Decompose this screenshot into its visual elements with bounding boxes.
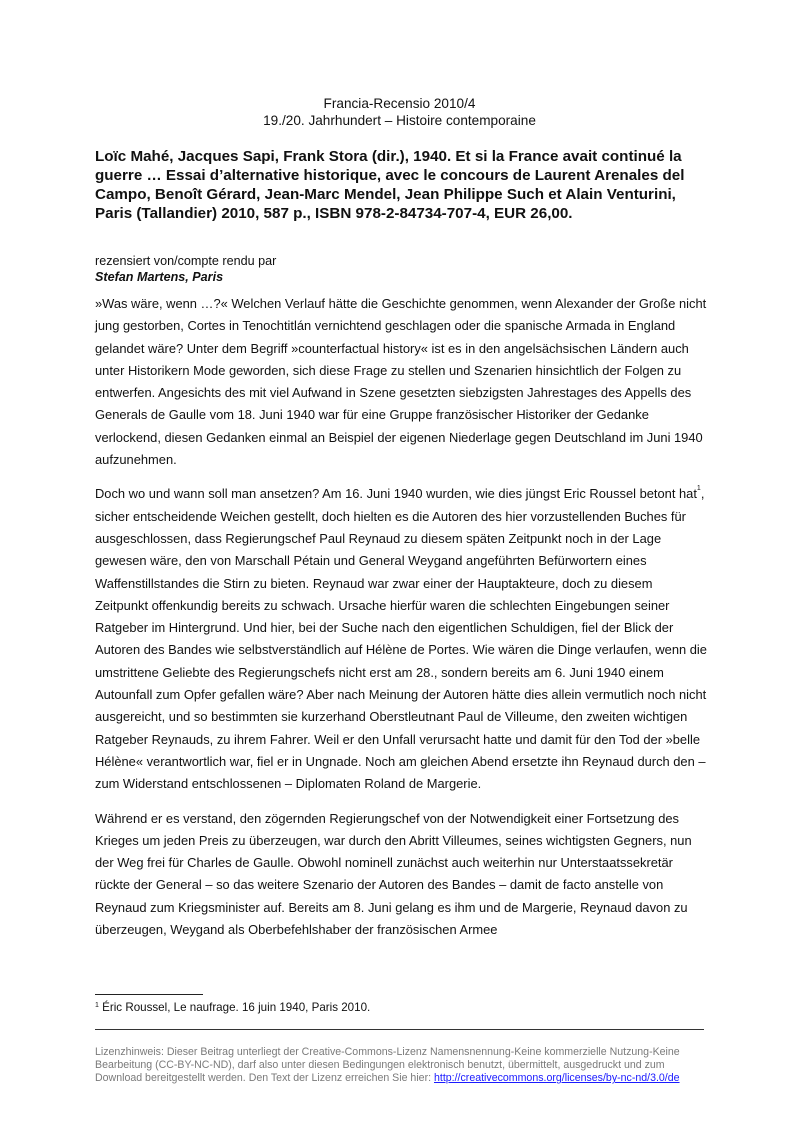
license-notice [95,1046,707,1085]
page-header [95,95,704,129]
review-body [95,293,707,953]
journal-issue: Francia-Recensio 2010/4 [323,96,476,111]
footnote-reference[interactable]: 1 [696,485,701,493]
reviewer-block [95,253,276,285]
license-text: Lizenzhinweis: Dieser Beitrag unterliegt der Creative-Commons-Lizenz Namensnennung-Keine kommerzielle Nutzung-Keine Bearbeitung (CC-BY-NC-ND), darf also unter diesen Bedingungen elektronisch benutzt, übermittelt, ausgedruckt und zum Download bereitgestellt werden. Den Text der Lizenz erreichen Sie hier: [95,1046,680,1084]
paragraph-text: Doch wo und wann soll man ansetzen? Am 16. Juni 1940 wurden, wie dies jüngst Eric Roussel betont hat [95,486,697,502]
footnote [95,1000,370,1015]
footnote-text: Éric Roussel, Le naufrage. 16 juin 1940, Paris 2010. [98,1001,371,1014]
license-link[interactable]: http://creativecommons.org/licenses/by-nc-nd/3.0/de [434,1072,680,1084]
footnote-divider [95,994,203,995]
reviewer-label: rezensiert von/compte rendu par [95,254,277,268]
section-heading: 19./20. Jahrhundert – Histoire contemporaine [263,113,536,128]
paragraph: Während er es verstand, den zögernden Regierungschef von der Notwendigkeit einer Fortsetzung des Krieges um jeden Preis zu überzeugen, war durch den Abritt Villeumes, seines wichtigsten Gegners, nun der Weg frei für Charles de Gaulle. Obwohl nominell zunächst auch weiterhin nur Unterstaatssekretär rückte der General – so das weitere Szenario der Autoren des Bandes – damit de facto anstelle von Reynaud zum Kriegsminister auf. Bereits am 8. Juni gelang es ihm und de Margerie, Reynaud davon zu überzeugen, Weygand als Oberbefehlshaber der französischen Armee [95,810,692,938]
paragraph: »Was wäre, wenn …?« Welchen Verlauf hätte die Geschichte genommen, wenn Alexander der Große nicht jung gestorben, Cortes in Tenochtitlán vernichtend geschlagen oder die spanische Armada in England gelandet wäre? Unter dem Begriff »counterfactual history« ist es in den angelsächsischen Ländern auch unter Historikern Mode geworden, sich diese Frage zu stellen und Szenarien hinsichtlich der Folgen zu entwerfen. Angesichts des mit viel Aufwand in Szene gesetzten siebzigsten Jahrestages des Appells des Generals de Gaulle vom 18. Juni 1940 war für eine Gruppe französischer Historiker der Gedanke verlockend, diesen Gedanken einmal an Beispiel der eigenen Niederlage gegen Deutschland im Juni 1940 aufzunehmen. [95,296,707,468]
reviewer-name: Stefan Martens, Paris [95,270,224,284]
review-title: Loïc Mahé, Jacques Sapi, Frank Stora (dir.), 1940. Et si la France avait continué la guerre … Essai d’alternative historique, avec le concours de Laurent Arenales del Campo, Benoît Gérard, Jean-Marc Mendel, Jean Philippe Such et Alain Venturini, Paris (Tallandier) 2010, 587 p., ISBN 978-2-84734-707-4, EUR 26,00. [95,148,685,222]
footnote-marker: 1 [95,1002,99,1009]
footer-divider [95,1029,704,1030]
paragraph-text: , sicher entscheidende Weichen gestellt, doch hielten es die Autoren des hier vorzustellenden Buches für ausgeschlossen, dass Regierungschef Paul Reynaud zu diesem späten Zeitpunkt noch in der Lage gewesen wäre, den von Marschall Pétain und General Weygand angeführten Befürwortern eines Waffenstillstandes die Stirn zu bieten. Reynaud war zwar einer der Hauptakteure, doch zu diesem Zeitpunkt offenkundig bereits zu schwach. Ursache hierfür waren die schlechten Eingebungen seiner Ratgeber im Hintergrund. Und hier, bei der Suche nach den eigentlichen Schuldigen, fiel der Blick der Autoren des Bandes wie selbstverständlich auf Hélène de Portes. Wie wären die Dinge verlaufen, wenn die umstrittene Geliebte des Regierungschefs nicht erst am 28., sondern bereits am 6. Juni 1940 einem Autounfall zum Opfer gefallen wäre? Aber nach Meinung der Autoren hätte dies allein vermutlich noch nicht ausgereicht, und so bestimmten sie kurzerhand Oberstleutnant Paul de Villeume, den zweiten wichtigen Ratgeber Reynauds, zu ihrem Fahrer. Weil er den Unfall verursacht hatte und damit für den Tod der »belle Hélène« verantwortlich war, fiel er in Ungnade. Noch am gleichen Abend ersetzte ihn Reynaud durch den – zum Widerstand entschlossenen – Diplomaten Roland de Margerie. [95,486,707,792]
paragraph [95,483,707,795]
